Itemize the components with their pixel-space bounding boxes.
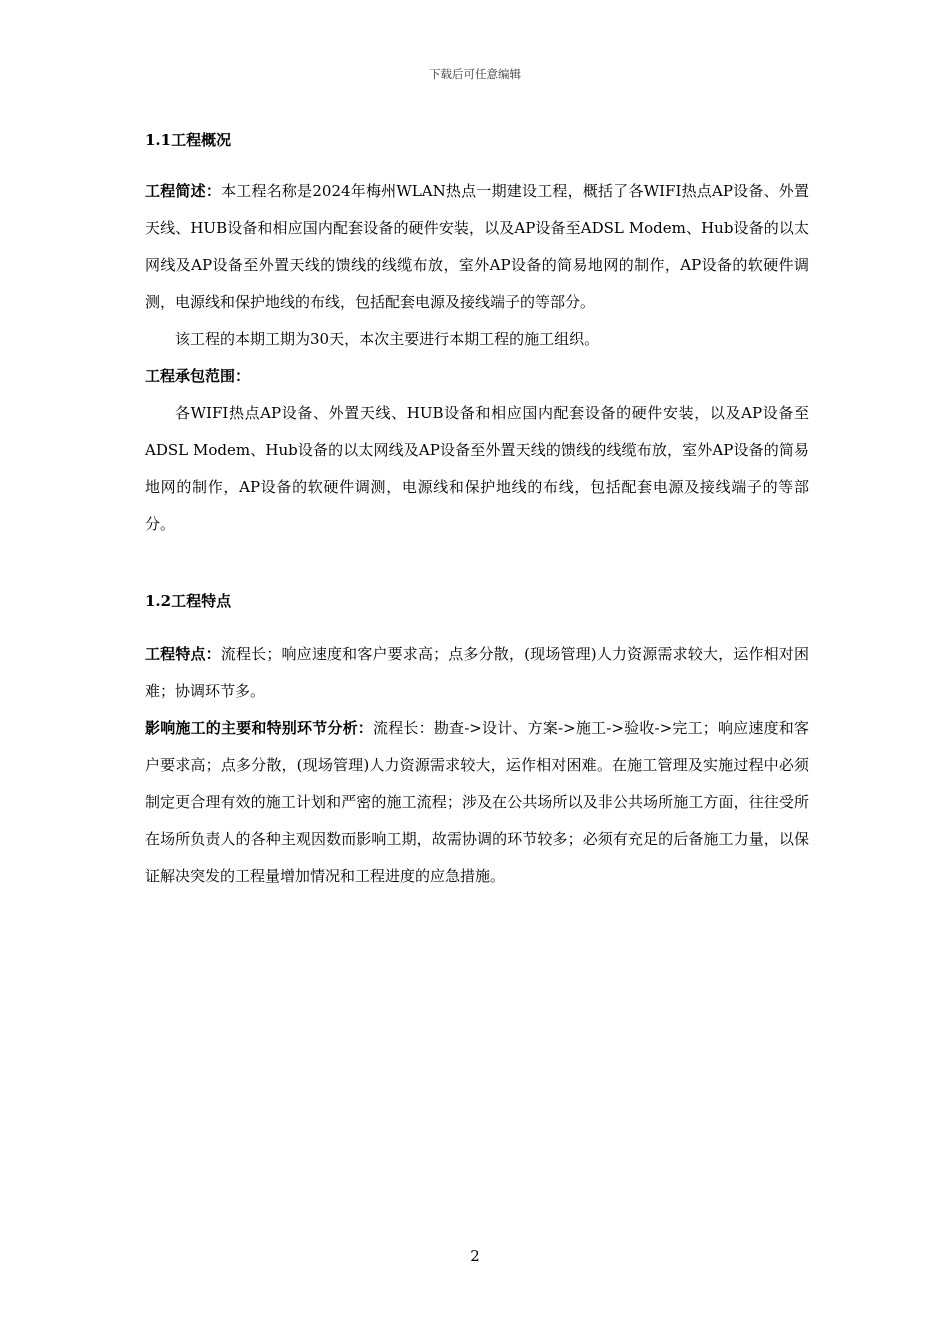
analysis-label: 影响施工的主要和特别环节分析：	[145, 719, 374, 737]
period-paragraph: 该工程的本期工期为30天，本次主要进行本期工程的施工组织。	[175, 330, 600, 348]
scope-paragraph: 各WIFI热点AP设备、外置天线、HUB设备和相应国内配套设备的硬件安装，以及AP设备至ADSL Modem、Hub设备的以太网线及AP设备至外置天线的馈线的线缆布放，室外AP设备的简易地网的制作，AP设备的软硬件调测，电源线和保护地线的布线，包括配套电源及接线端子的等部分。	[145, 404, 809, 533]
analysis-text: 流程长：勘查->设计、方案->施工->验收->完工；响应速度和客户要求高；点多分散，(现场管理)人力资源需求较大，运作相对困难。在施工管理及实施过程中必须制定更合理有效的施工计划和严密的施工流程；涉及在公共场所以及非公共场所施工方面，往往受所在场所负责人的各种主观因数而影响工期，故需协调的环节较多；必须有充足的后备施工力量，以保证解决突发的工程量增加情况和工程进度的应急措施。	[145, 719, 809, 885]
section-1-heading: 1.1工程概况	[145, 131, 232, 149]
features-paragraph	[145, 636, 809, 710]
overview-label: 工程简述：	[145, 182, 222, 200]
scope-label: 工程承包范围：	[145, 367, 251, 385]
overview-text: 本工程名称是2024年梅州WLAN热点一期建设工程，概括了各WIFI热点AP设备、外置天线、HUB设备和相应国内配套设备的硬件安装，以及AP设备至ADSL Modem、Hub设备的以太网线及AP设备至外置天线的馈线的线缆布放，室外AP设备的简易地网的制作，AP设备的软硬件调测，电源线和保护地线的布线，包括配套电源及接线端子的等部分。	[145, 182, 809, 311]
features-text: 流程长；响应速度和客户要求高；点多分散，(现场管理)人力资源需求较大，运作相对困难；协调环节多。	[145, 645, 809, 700]
page-header: 下载后可任意编辑	[429, 67, 521, 81]
features-label: 工程特点：	[145, 645, 221, 663]
page-content	[145, 122, 809, 895]
analysis-paragraph	[145, 710, 809, 895]
section-2-heading: 1.2工程特点	[145, 592, 232, 610]
page-number: 2	[470, 1247, 480, 1265]
overview-paragraph	[145, 173, 809, 321]
